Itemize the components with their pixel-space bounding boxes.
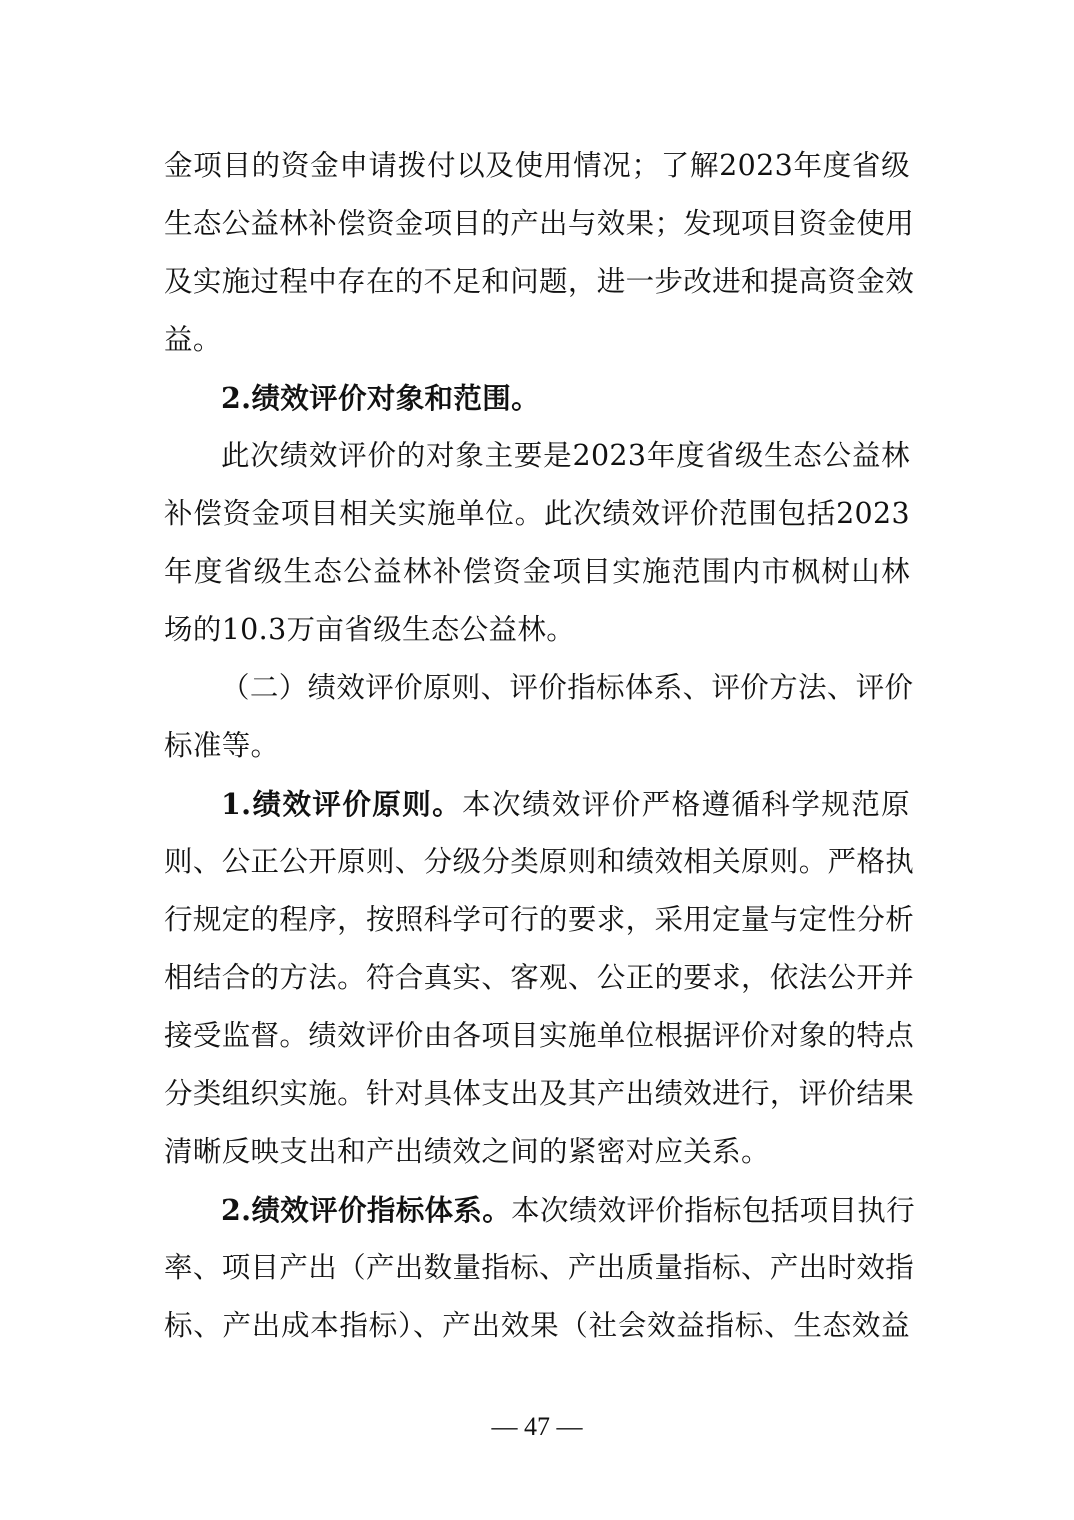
text-line: 年度省级生态公益林补偿资金项目实施范围内市枫树山林 [164, 555, 910, 588]
text-line: 生态公益林补偿资金项目的产出与效果；发现项目资金使用 [164, 207, 915, 240]
text-line: 补偿资金项目相关实施单位。此次绩效评价范围包括2023 [164, 497, 910, 530]
text-line: 此次绩效评价的对象主要是2023年度省级生态公益林 [221, 439, 910, 472]
text-line: 场的10.3万亩省级生态公益林。 [164, 613, 576, 646]
text-line: 行规定的程序，按照科学可行的要求，采用定量与定性分析 [164, 903, 915, 936]
text-line: 益。 [164, 323, 222, 356]
text-line: 标、产出成本指标）、产出效果（社会效益指标、生态效益 [164, 1309, 910, 1342]
text-line: 清晰反映支出和产出绩效之间的紧密对应关系。 [164, 1135, 770, 1168]
text-line [221, 1190, 916, 1231]
text-line: 标准等。 [164, 729, 280, 762]
text-run: 本次绩效评价严格遵循科学规范原 [462, 788, 910, 821]
text-line: 率、项目产出（产出数量指标、产出质量指标、产出时效指 [164, 1251, 915, 1284]
text-line: 分类组织实施。针对具体支出及其产出绩效进行，评价结果 [164, 1077, 915, 1110]
text-run: 本次绩效评价指标包括项目执行 [511, 1194, 916, 1227]
inline-heading-principle: 1.绩效评价原则。 [221, 787, 463, 821]
page-number: — 47 — [491, 1412, 583, 1441]
section-heading: 2.绩效评价对象和范围。 [221, 381, 540, 415]
text-line: 接受监督。绩效评价由各项目实施单位根据评价对象的特点 [164, 1019, 915, 1052]
text-line: 相结合的方法。符合真实、客观、公正的要求，依法公开并 [164, 961, 915, 994]
text-line [221, 784, 910, 825]
text-line: 及实施过程中存在的不足和问题，进一步改进和提高资金效 [164, 265, 915, 298]
text-line: 则、公正公开原则、分级分类原则和绩效相关原则。严格执 [164, 845, 915, 878]
subsection-heading: （二）绩效评价原则、评价指标体系、评价方法、评价 [221, 671, 914, 704]
inline-heading-indicator: 2.绩效评价指标体系。 [221, 1193, 512, 1227]
text-line: 金项目的资金申请拨付以及使用情况；了解2023年度省级 [164, 149, 910, 182]
